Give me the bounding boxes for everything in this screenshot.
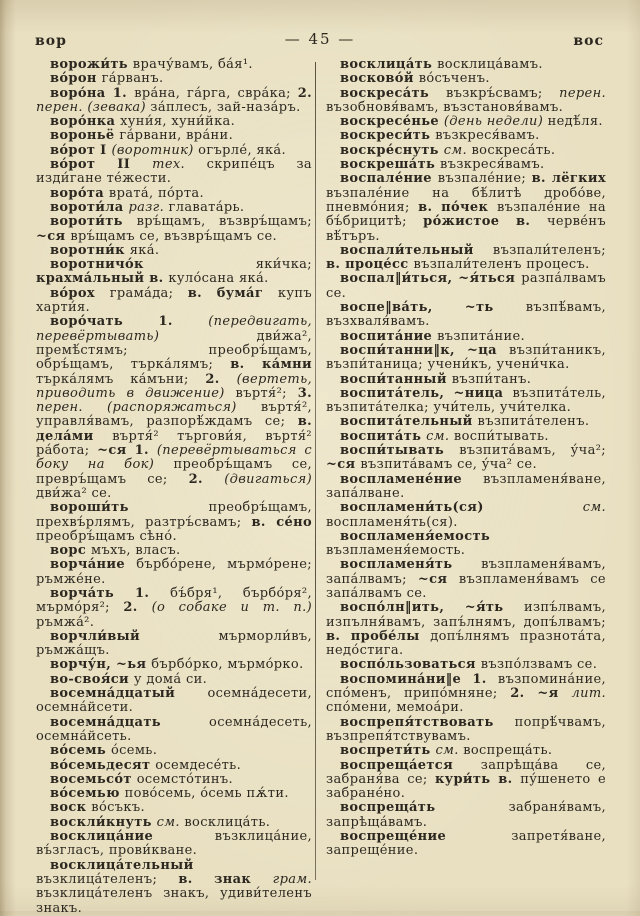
dictionary-entry	[326, 244, 606, 273]
translation-run: възпита́ние.	[437, 328, 526, 344]
label-run: (перевёртываться с боку на бок)	[36, 443, 312, 473]
translation-run: въртя́²;	[235, 385, 298, 401]
headword-run: в. проце́сс	[326, 257, 414, 273]
translation-run: дви́жа² се.	[36, 485, 112, 501]
dictionary-entry	[36, 315, 312, 501]
translation-run: за́плесъ, зай-наза́ръ.	[150, 99, 301, 115]
column-divider	[315, 62, 316, 880]
headword-run: в. се́но	[251, 514, 312, 530]
dictionary-entry	[326, 501, 606, 530]
translation-run: преобръ́щамъ, прехвъ́рлямъ, разтръ́свамъ;	[36, 500, 312, 530]
translation-run: ръмжа́².	[36, 614, 95, 630]
headword-run: воспреща́ть	[340, 800, 509, 816]
headword-run: в. дела́ми	[36, 414, 312, 444]
headword-run: воро́чать 1.	[50, 314, 209, 330]
headword-run: воспита́тельный	[340, 414, 478, 430]
dictionary-entry	[36, 258, 312, 287]
translation-run: га́рвани, вра́ни.	[119, 128, 234, 144]
headword-run: в. по́чек	[418, 199, 497, 215]
translation-run: въртя́² търгови́я, въртя́² ра́бота;	[36, 428, 312, 459]
translation-run: во́съченъ.	[418, 71, 490, 87]
dictionary-entry	[36, 158, 312, 187]
translation-run: купъ харти́я.	[36, 285, 313, 316]
dictionary-entry	[36, 658, 312, 672]
headword-run: 2.	[123, 600, 152, 616]
dictionary-entry	[326, 759, 606, 802]
translation-run: възпо́лзвамъ се.	[480, 657, 598, 673]
translation-run: запрѣща́ва се, забраня́ва се;	[326, 757, 606, 787]
translation-run: възпламеня́вамъ, запа́лвамъ;	[326, 557, 606, 587]
dictionary-entry	[326, 387, 606, 416]
translation-run: пу́шенето е забране́но.	[326, 771, 607, 802]
dictionary-entry	[326, 72, 606, 86]
headword-run: в. бума́г	[187, 285, 278, 301]
dictionary-entry	[36, 759, 312, 773]
dictionary-entry	[36, 673, 312, 687]
headword-run: воспрети́ть	[340, 743, 436, 759]
dictionary-entry	[326, 158, 606, 172]
label-run: тех.	[152, 157, 207, 173]
translation-run: вра́на, га́рга, свра́ка;	[134, 85, 298, 101]
headword-run: воспи́тывать	[340, 443, 460, 459]
headword-run: вороньё	[50, 128, 120, 144]
headword-run: ро́жистое в.	[423, 214, 547, 230]
label-run: см.	[426, 428, 454, 444]
dictionary-entry	[326, 801, 606, 830]
translation-run: главата́рь.	[168, 199, 245, 215]
dictionary-entry	[36, 58, 312, 72]
translation-run: черве́нъ вѣ́търъ.	[326, 214, 606, 244]
dictionary-entry	[36, 787, 312, 801]
right-column	[326, 58, 606, 886]
headword-run: воспале́ние	[340, 171, 438, 187]
dictionary-entry	[36, 716, 312, 745]
dictionary-entry	[326, 330, 606, 344]
translation-run: осемна́десеть, осемна́йсеть.	[36, 714, 312, 744]
translation-run: възпламеня́ване, запа́лване.	[326, 471, 606, 501]
label-run: перен. (зевака)	[36, 99, 151, 115]
translation-run: възклица́теленъ;	[36, 871, 179, 887]
translation-run: пово́семь, о́семь пѫ́ти.	[124, 786, 289, 802]
dictionary-entry	[326, 301, 606, 330]
label-run: грам.	[272, 871, 312, 887]
headword-run: ворчли́вый	[50, 628, 219, 644]
left-column	[36, 57, 313, 916]
headword-run: воспреща́ется	[340, 757, 481, 773]
headword-run: воспо́льзоваться	[340, 657, 481, 673]
headword-run: в. пробе́лы	[326, 628, 431, 644]
headword-run: восклица́ние	[50, 829, 215, 845]
headword-run: воспреще́ние	[340, 829, 512, 845]
headword-run: воспрепя́тствовать	[340, 714, 515, 730]
headword-run: во́рон	[50, 71, 102, 87]
page-header	[0, 30, 640, 52]
headword-run: во́семьдесят	[50, 757, 156, 773]
translation-run: възпи́таникъ, възпи́таница; учени́къ, учени́чка.	[326, 342, 606, 373]
translation-run: огърле́, яка́.	[198, 142, 287, 158]
dictionary-entry	[326, 716, 606, 745]
translation-run: куло́сана яка́.	[168, 271, 269, 287]
dictionary-entry	[36, 87, 312, 116]
headword-run: 2.	[205, 371, 237, 387]
translation-run: преобръ́щамъ сѣно́.	[36, 528, 177, 544]
translation-run: воскреса́ть.	[471, 142, 556, 158]
dictionary-entry	[326, 830, 606, 859]
headword-run: ~ся	[36, 228, 71, 244]
label-run: (день недели)	[443, 114, 548, 130]
dictionary-entry	[326, 444, 606, 473]
dictionary-entry	[326, 658, 606, 672]
translation-run: възпита́теленъ.	[477, 414, 590, 430]
headword-run: вороти́ть	[50, 214, 137, 230]
headword-run: восемна́дцатый	[50, 686, 208, 702]
translation-run: въртя́², управля́вамъ, разпорѣ́ждамъ се;	[36, 400, 312, 430]
dictionary-entry	[36, 115, 312, 129]
label-run: разг.	[128, 199, 169, 215]
headword-run: крахма́льный в.	[36, 271, 169, 287]
label-run: (передвигать, перевёртывать)	[36, 314, 312, 344]
headword-run: восклица́тельный	[50, 857, 194, 873]
translation-run: преобръ́щамъ се, превръ́щамъ се;	[36, 457, 312, 487]
dictionary-entry	[326, 129, 606, 143]
headword-run: вороти́ла	[50, 199, 129, 215]
dictionary-entry	[326, 272, 606, 301]
label-run: см.	[156, 814, 185, 830]
translation-run: възпале́ние на бъ́брицитѣ;	[326, 199, 606, 230]
headword-run: воскли́кнуть	[50, 814, 157, 830]
translation-run: осемдесе́ть.	[155, 757, 242, 773]
headword-run: воспе‖ва́ть, ~ть	[340, 300, 526, 316]
dictionary-entry	[36, 816, 312, 830]
headword-run: в. лёгких	[531, 171, 606, 187]
headword-run: восклица́ть	[340, 57, 438, 72]
translation-run: търка́лямъ ка́мъни;	[36, 371, 206, 387]
translation-run: възпали́теленъ процесъ.	[413, 257, 590, 273]
dictionary-entry	[36, 801, 312, 815]
label-run: (вертеть, приводить в движение)	[36, 371, 312, 401]
dictionary-entry	[326, 344, 606, 373]
guide-word-right: вос	[573, 33, 604, 49]
translation-run: възпита́вамъ се, у́ча² се.	[360, 457, 537, 473]
page-number: — 45 —	[284, 30, 356, 48]
translation-run: недѣ́ля.	[547, 114, 603, 130]
headword-run: воротни́к	[50, 242, 130, 258]
translation-run: во́съкъ.	[91, 800, 145, 816]
label-run: см.	[582, 500, 606, 516]
dictionary-entry	[326, 744, 606, 758]
headword-run: во́семью	[50, 786, 125, 802]
label-run: (о собаке и т. п.)	[151, 600, 313, 616]
headword-run: во́рох	[50, 285, 110, 301]
headword-run: 2.	[188, 471, 225, 487]
translation-run: запретя́ване, запреще́ние.	[326, 829, 606, 859]
headword-run: воспомина́ни‖е 1.	[340, 671, 498, 687]
headword-run: 2.	[297, 85, 312, 101]
translation-run: връ́щамъ, възвръ́щамъ;	[136, 214, 312, 230]
headword-run: воро́та	[50, 185, 109, 201]
headword-run: воспламеня́емость	[340, 528, 491, 544]
dictionary-entry	[36, 558, 312, 587]
headword-run: воспита́ть	[340, 428, 427, 444]
dictionary-entry	[36, 501, 312, 544]
headword-run: воспо́лн‖ить, ~я́ть	[340, 600, 524, 616]
translation-run: яка́.	[129, 242, 160, 258]
dictionary-entry	[326, 430, 606, 444]
translation-run: възпали́теленъ;	[492, 242, 606, 258]
headword-run: восково́й	[340, 71, 419, 87]
translation-run: мъхъ, власъ.	[91, 543, 181, 559]
headword-run: во́рот I	[50, 142, 112, 158]
translation-run: восклица́ть.	[184, 814, 271, 830]
translation-run: изпъ́лвамъ, изпълня́вамъ, запъ́лнямъ, допъ́лвамъ;	[326, 600, 606, 630]
translation-run: възпламеня́емость.	[326, 543, 466, 559]
translation-run: разпа́лвамъ се.	[326, 271, 606, 301]
headword-run: воспал‖и́ться, ~я́ться	[340, 271, 522, 287]
guide-word-left: вор	[35, 33, 67, 49]
headword-run: воскресе́нье	[340, 114, 444, 130]
headword-run: воспали́тельный	[340, 242, 493, 258]
translation-run: осемсто́тинъ.	[136, 771, 234, 787]
headword-run: во-своя́си	[50, 671, 134, 687]
translation-run: мърморли́въ, ръмжа́щъ.	[36, 628, 312, 659]
translation-run: възпале́ние на бѣ́литѣ дробо́ве, пневмо́ния;	[326, 185, 606, 215]
headword-run: 2. ~я	[510, 686, 572, 702]
headword-run: восемна́дцать	[50, 714, 210, 730]
headword-run: воспита́ние	[340, 328, 438, 344]
translation-run: воспи́тывать.	[453, 428, 549, 444]
translation-run: връ́щамъ се, възвръ́щамъ се.	[70, 228, 277, 244]
headword-run: ворчу́н, ~ья	[50, 657, 152, 673]
dictionary-entry	[36, 72, 312, 86]
dictionary-entry	[36, 287, 312, 316]
dictionary-entry	[36, 630, 312, 659]
headword-run: воро́нка	[50, 114, 121, 130]
dictionary-entry	[326, 172, 606, 243]
headword-run: 3.	[297, 385, 312, 401]
headword-run: ~ся	[326, 457, 361, 473]
translation-run: о́семь.	[110, 743, 158, 759]
headword-run: воро́на 1.	[50, 85, 135, 101]
headword-run: во́семь	[50, 743, 111, 759]
dictionary-entry	[36, 129, 312, 143]
headword-run: во́рот II	[50, 157, 153, 173]
translation-run: допъ́лнямъ празнота́та, недо́стига.	[326, 628, 606, 659]
dictionary-entry	[326, 673, 606, 716]
translation-run: възкръ́свамъ;	[445, 85, 560, 101]
dictionary-entry	[36, 144, 312, 158]
label-run: (двигаться)	[224, 471, 312, 487]
translation-run: скрипе́цъ за изди́гане те́жести.	[36, 157, 312, 187]
headword-run: воскреса́ть	[340, 85, 446, 101]
dictionary-entry	[36, 201, 312, 215]
headword-run: воск	[50, 800, 92, 816]
dictionary-entry	[326, 415, 606, 429]
headword-run: воспи́танный	[340, 371, 452, 387]
dictionary-entry	[36, 587, 312, 630]
dictionary-entry	[36, 773, 312, 787]
translation-run: спо́мени, мемоа́ри.	[326, 700, 464, 716]
translation-run: възпита́вамъ, у́ча²;	[459, 443, 606, 459]
translation-run: възобновя́вамъ, възстановя́вамъ.	[326, 99, 564, 115]
translation-run: възпита́тель, възпита́телка; учи́тель, учи́телка.	[326, 385, 606, 416]
dictionary-entry	[36, 830, 312, 859]
translation-run: възклица́ние, въ́згласъ, прови́кване.	[36, 829, 312, 859]
headword-run: в. ка́мни	[230, 357, 312, 373]
translation-run: яки́чка;	[255, 257, 312, 273]
headword-run: воскреша́ть	[340, 157, 441, 173]
translation-run: възпламеня́вамъ се запа́лвамъ се.	[326, 571, 606, 601]
headword-run: ~ся	[417, 571, 459, 587]
translation-run: попрѣ́чвамъ, възпрепя́тствувамъ.	[326, 714, 606, 744]
dictionary-entry	[326, 58, 606, 72]
translation-run: възкреся́вамъ.	[440, 157, 545, 173]
headword-run: ~ся 1.	[97, 443, 157, 459]
headword-run: кури́ть в.	[435, 771, 521, 787]
label-run: (воротник)	[111, 142, 199, 158]
translation-run: възпи́танъ.	[451, 371, 532, 387]
dictionary-entry	[326, 558, 606, 601]
label-run: лит.	[571, 686, 606, 702]
dictionary-entry	[36, 244, 312, 258]
headword-run: воротничо́к	[50, 257, 256, 273]
headword-run: воспламени́ть(ся)	[340, 500, 583, 516]
headword-run: воскреси́ть	[340, 128, 436, 144]
headword-run: воспламеня́ть	[340, 557, 482, 573]
label-run: см.	[443, 142, 472, 158]
dictionary-entry	[326, 87, 606, 116]
label-run: перен.	[559, 85, 606, 101]
translation-run: възпале́ние;	[437, 171, 532, 187]
translation-run: забраня́вамъ, запрѣща́вамъ.	[326, 800, 606, 830]
translation-run: врачу́вамъ, ба́я¹.	[132, 57, 253, 72]
translation-run: възклица́теленъ знакъ, удиви́теленъ знакъ.	[36, 886, 312, 916]
translation-run: у дома́ си.	[133, 671, 208, 687]
dictionary-entry	[326, 601, 606, 658]
headword-run: вороши́ть	[50, 500, 209, 516]
translation-run: хуни́я, хуни́йка.	[120, 114, 236, 130]
label-run: перен. (распоряжаться)	[36, 400, 261, 416]
dictionary-entry	[36, 687, 312, 716]
translation-run: възпѣ́вамъ, възхваля́вамъ.	[326, 300, 606, 330]
headword-run: ворча́ть 1.	[50, 585, 171, 601]
dictionary-entry	[36, 859, 312, 916]
dictionary-entry	[36, 744, 312, 758]
headword-run: воспламене́ние	[340, 471, 484, 487]
label-run: см.	[435, 743, 464, 759]
headword-run: воспита́тель, ~ница	[340, 385, 513, 401]
headword-run: воскре́снуть	[340, 142, 444, 158]
dictionary-entry	[326, 115, 606, 129]
headword-run: ворожи́ть	[50, 57, 133, 72]
headword-run: ворча́ние	[50, 557, 137, 573]
headword-run: воспи́танни‖к, ~ца	[340, 342, 509, 358]
translation-run: воспламеня́ть(ся).	[326, 514, 458, 530]
headword-run: в. знак	[178, 871, 273, 887]
dictionary-entry	[36, 215, 312, 244]
dictionary-entry	[326, 144, 606, 158]
translation-run: дви́жа², премѣ́стямъ; преобръ́щамъ, обръ́щамъ, търка́лямъ;	[36, 328, 312, 373]
headword-run: восемьсо́т	[50, 771, 137, 787]
dictionary-entry	[326, 473, 606, 502]
translation-run: бъ́бря¹, бърбо́ря², мърмо́ря²;	[36, 585, 312, 616]
translation-run: грама́да;	[109, 285, 188, 301]
dictionary-entry	[36, 544, 312, 558]
translation-run: възпомина́ние, спо́менъ, припо́мняне;	[326, 671, 606, 702]
translation-run: осемна́десети, осемна́йсети.	[36, 686, 312, 716]
headword-run: ворс	[50, 543, 91, 559]
translation-run: бърбо́рко, мърмо́рко.	[151, 657, 304, 673]
dictionary-entry	[326, 530, 606, 559]
dictionary-entry	[326, 373, 606, 387]
translation-run: възкреся́вамъ.	[435, 128, 540, 144]
translation-run: врата́, по́рта.	[108, 185, 204, 201]
translation-run: га́рванъ.	[101, 71, 164, 87]
translation-run: бърбо́рене, мърмо́рене; ръмже́не.	[36, 557, 312, 587]
translation-run: восклица́вамъ.	[437, 57, 543, 72]
dictionary-entry	[36, 187, 312, 201]
translation-run: воспреща́ть.	[463, 743, 553, 759]
